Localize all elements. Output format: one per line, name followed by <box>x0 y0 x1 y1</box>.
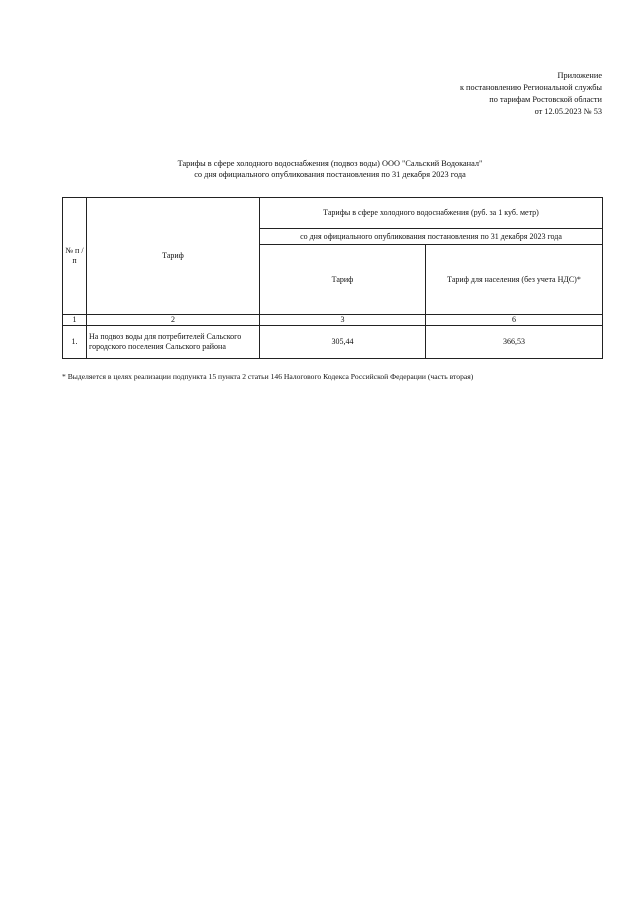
title-line-1: Тарифы в сфере холодного водоснабжения (подвоз воды) ООО "Сальский Водоканал" <box>177 159 483 168</box>
row-number: 1. <box>63 326 87 359</box>
column-numbers-row <box>63 315 603 326</box>
row-population-tariff: 366,53 <box>426 326 603 359</box>
row-tariff: 305,44 <box>260 326 426 359</box>
appendix-line-4: от 12.05.2023 № 53 <box>534 107 602 116</box>
header-tariff-name: Тариф <box>87 198 260 315</box>
footnote: * Выделяется в целях реализации подпункта 15 пункта 2 статьи 146 Налогового Кодекса Российской Федерации (часть вторая) <box>62 372 474 381</box>
row-name: На подвоз воды для потребителей Сальского городского поселения Сальского района <box>87 326 260 359</box>
column-number: 3 <box>260 315 426 326</box>
document-title <box>100 158 560 180</box>
header-col-tariff: Тариф <box>260 245 426 315</box>
appendix-line-1: Приложение <box>557 71 602 80</box>
appendix-line-3: по тарифам Ростовской области <box>489 95 602 104</box>
appendix-block <box>460 70 602 118</box>
header-period: со дня официального опубликования постановления по 31 декабря 2023 года <box>260 229 603 245</box>
column-number: 6 <box>426 315 603 326</box>
appendix-line-2: к постановлению Региональной службы <box>459 83 602 92</box>
table-row <box>63 326 603 359</box>
header-col-population: Тариф для населения (без учета НДС)* <box>426 245 603 315</box>
column-number: 1 <box>63 315 87 326</box>
tariff-table <box>62 197 603 359</box>
header-group: Тарифы в сфере холодного водоснабжения (руб. за 1 куб. метр) <box>260 198 603 229</box>
title-line-2: со дня официального опубликования постановления по 31 декабря 2023 года <box>194 170 466 179</box>
header-number: № п /п <box>63 198 87 315</box>
column-number: 2 <box>87 315 260 326</box>
